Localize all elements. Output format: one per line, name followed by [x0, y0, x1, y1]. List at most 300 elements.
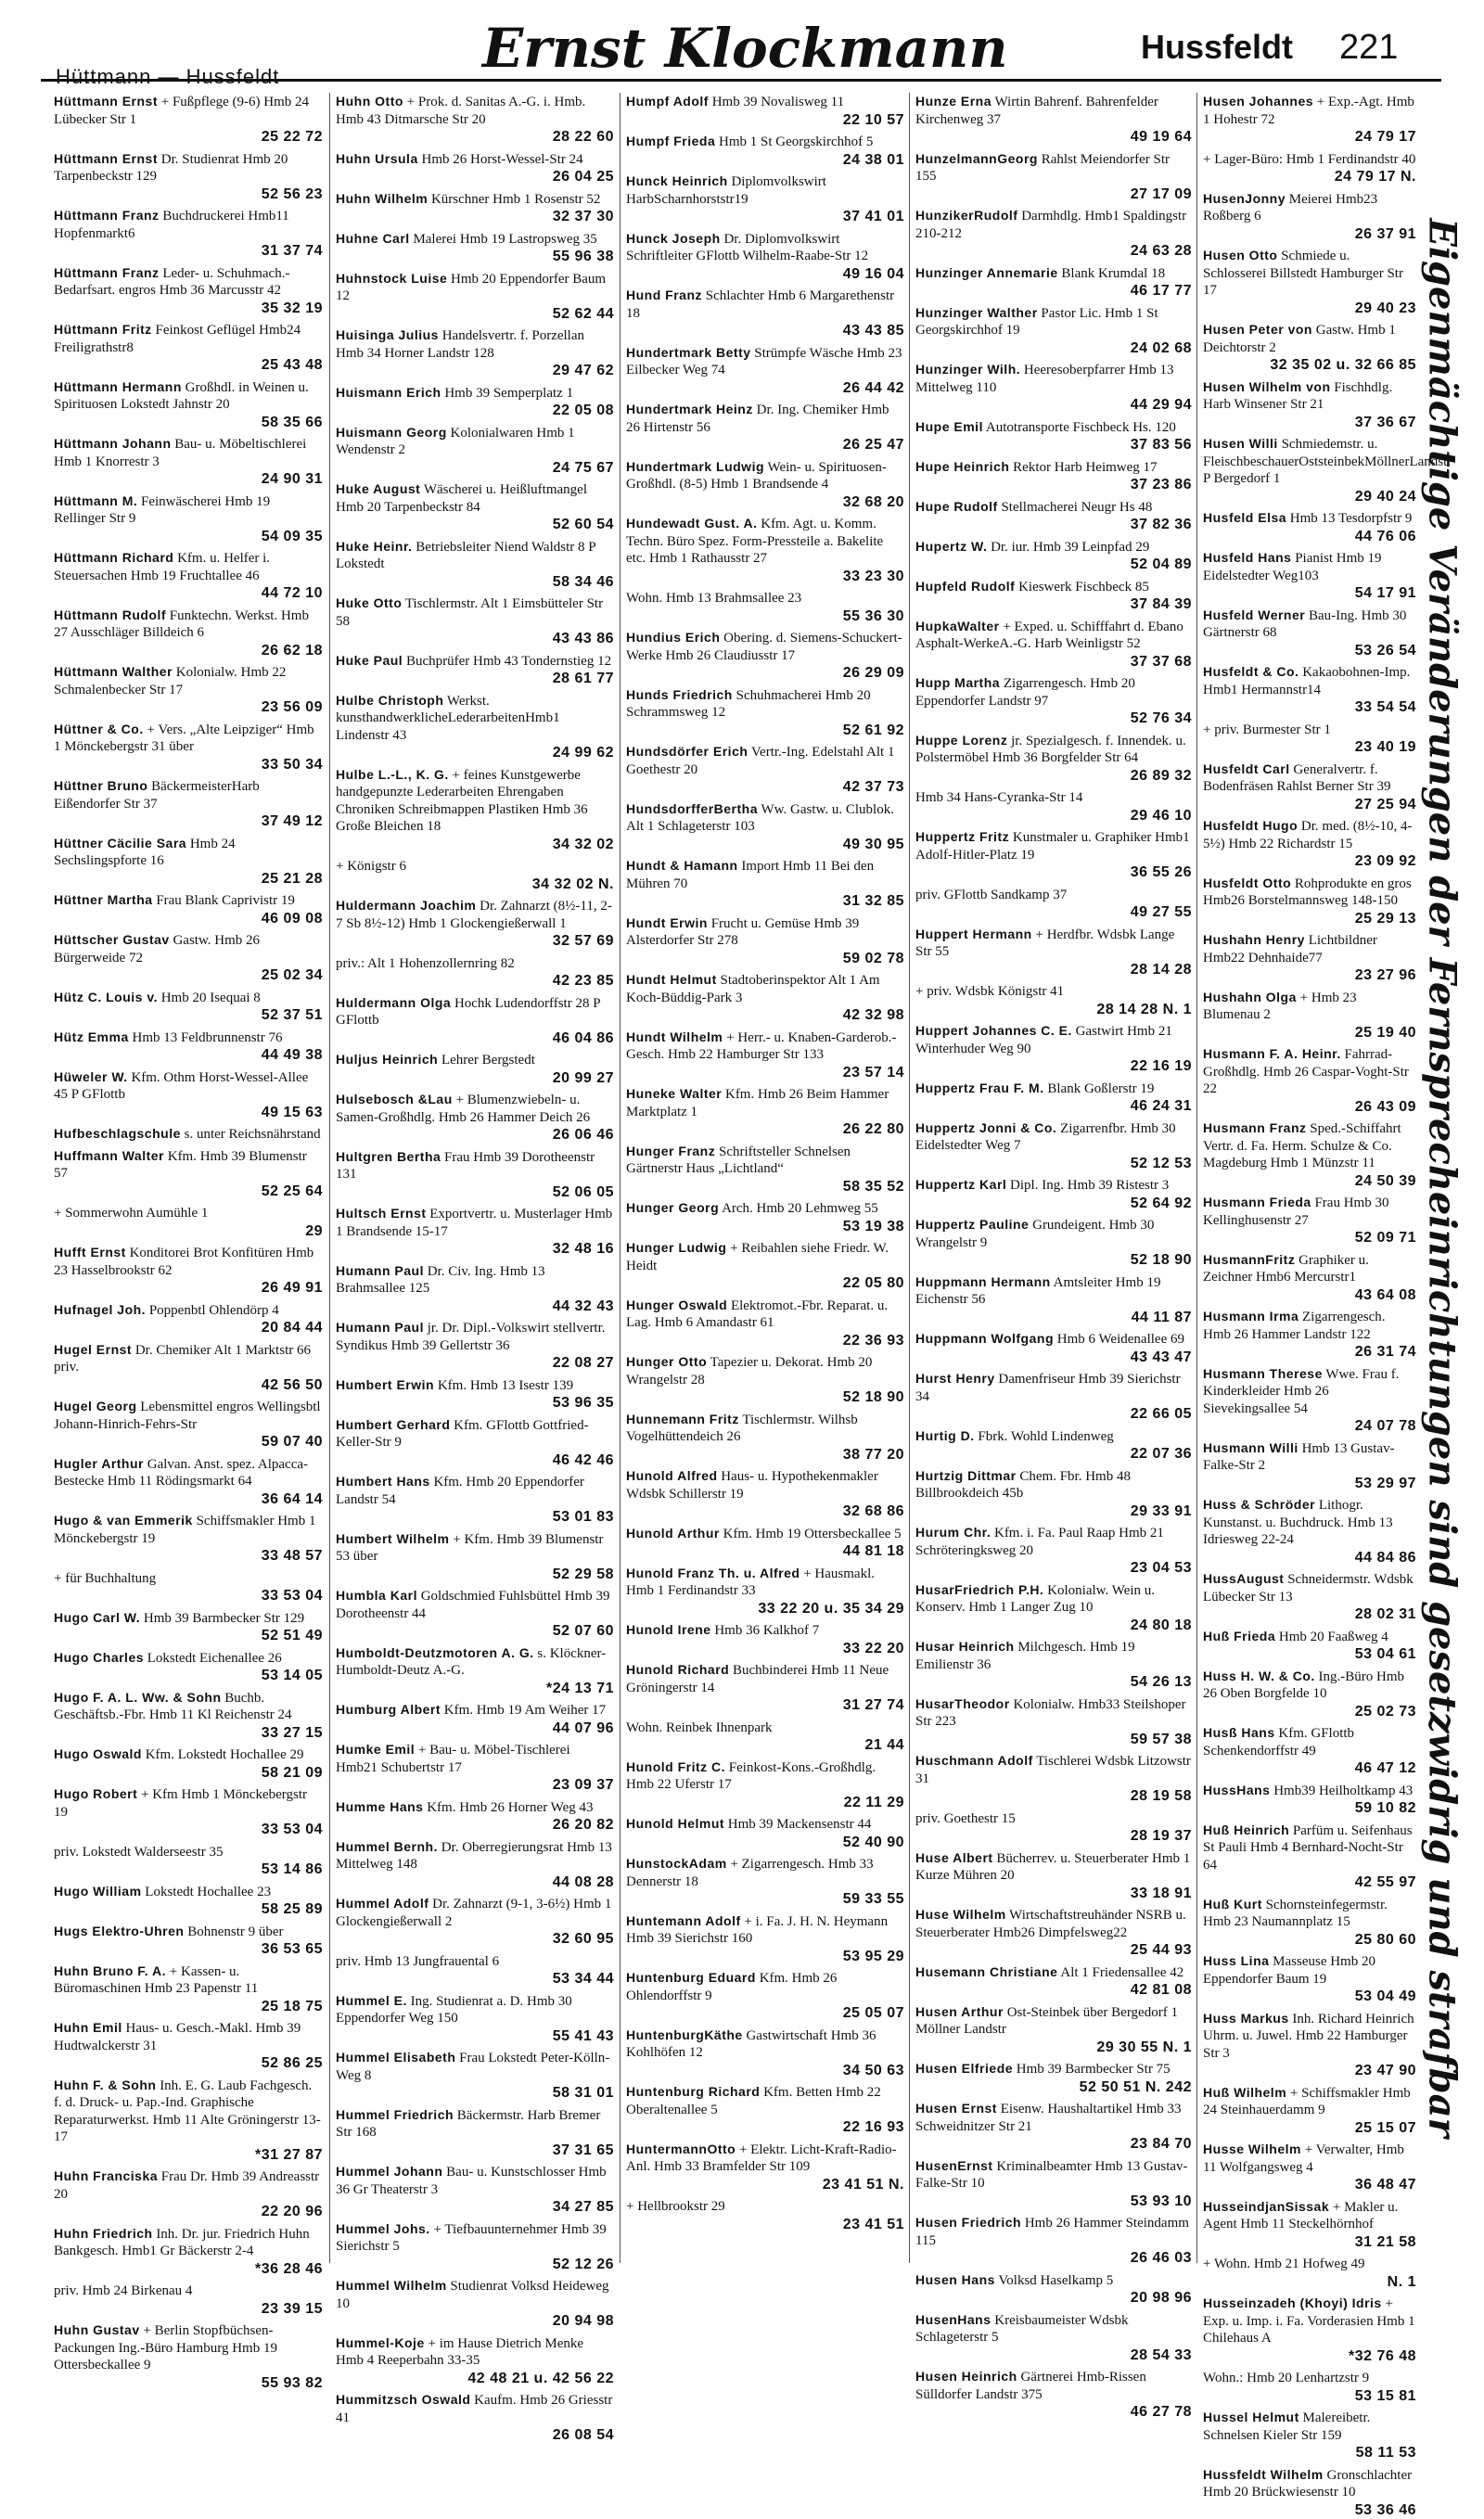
entry-phone: 25 22 72	[54, 129, 323, 147]
directory-entry	[336, 326, 614, 380]
directory-entry	[336, 150, 614, 186]
entry-phone: 20 98 96	[915, 2290, 1192, 2308]
entry-details: Feinwäscherei Hmb 19 Rellinger Str 9	[54, 494, 270, 527]
directory-entry	[626, 1912, 904, 1966]
entry-phone: 42 81 08	[915, 1982, 1192, 2000]
entry-phone: 44 29 94	[915, 397, 1192, 415]
entry-phone: 49 16 04	[626, 266, 904, 284]
entry-name: Humpf Adolf	[626, 94, 709, 109]
entry-phone: 52 76 34	[915, 710, 1192, 728]
entry-phone: 29 46 10	[915, 808, 1192, 825]
entry-details: priv. Lokstedt Walderseestr 35	[54, 1845, 224, 1860]
entry-details: Kfm. GFlottb Gottfried-Keller-Str 9	[336, 1418, 589, 1451]
entry-phone: 26 37 91	[1203, 226, 1416, 244]
entry-name: Huhn Ursula	[336, 151, 418, 166]
entry-phone: 34 32 02 N.	[336, 876, 614, 894]
entry-details: Wirtin Bahrenf. Bahrenfelder Kirchenweg 37	[915, 95, 1158, 127]
entry-details: + Kfm. Hmb 39 Blumenstr 53 über	[336, 1532, 603, 1565]
directory-entry	[915, 264, 1192, 300]
entry-phone: 46 17 77	[915, 283, 1192, 300]
entry-details: + Makler u. Agent Hmb 11 Steckelhörnhof	[1203, 2200, 1398, 2232]
directory-entry	[54, 1244, 323, 1298]
entry-name: Huffmann Walter	[54, 1148, 164, 1163]
entry-name: Hupfeld Rudolf	[915, 579, 1015, 594]
entry-details: Alt 1 Friedensallee 42	[1060, 1965, 1183, 1980]
entry-phone: 43 43 85	[626, 323, 904, 340]
entry-name: Hunck Joseph	[626, 231, 721, 246]
directory-entry	[1203, 378, 1416, 432]
directory-entry	[626, 1085, 904, 1139]
entry-phone: 26 49 91	[54, 1280, 323, 1298]
entry-details: Dr. Chemiker Alt 1 Marktstr 66 priv.	[54, 1343, 311, 1375]
entry-details: Tischlermstr. Wilhsb Vogelhüttendeich 26	[626, 1413, 858, 1445]
entry-name: Huß Frieda	[1203, 1629, 1275, 1643]
directory-entry	[915, 2214, 1192, 2268]
entry-name: Hundt Wilhelm	[626, 1029, 723, 1044]
entry-phone: 46 24 31	[915, 1098, 1192, 1116]
directory-entry	[626, 743, 904, 797]
entry-phone: 22 20 96	[54, 2204, 323, 2221]
entry-details: Großhdl. in Weinen u. Spirituosen Lokstedt Jahnstr 20	[54, 380, 309, 413]
entry-details: Malerei Hmb 19 Lastropsweg 35	[413, 232, 596, 247]
entry-name: Hüttmann Ernst	[54, 151, 158, 166]
entry-name: Huhn Gustav	[54, 2322, 140, 2337]
entry-details: Dr. Civ. Ing. Hmb 13 Brahmsallee 125	[336, 1264, 545, 1297]
entry-name: Hummel Bernh.	[336, 1839, 438, 1854]
directory-entry	[1203, 93, 1416, 147]
entry-phone: 53 95 29	[626, 1949, 904, 1966]
entry-details: Kaufm. Hmb 26 Griesstr 41	[336, 2393, 612, 2425]
directory-entry	[54, 264, 323, 318]
directory-entry	[336, 1798, 614, 1835]
entry-phone: 59 07 40	[54, 1434, 323, 1451]
entry-phone: 22 16 93	[626, 2119, 904, 2137]
entry-name: Humann Paul	[336, 1263, 424, 1278]
entry-name: Hussel Helmut	[1203, 2410, 1299, 2424]
entry-name: Hunold Helmut	[626, 1816, 724, 1831]
entry-name: Hummel Elisabeth	[336, 2050, 455, 2065]
entry-phone: 35 32 19	[54, 300, 323, 318]
entry-details: Chem. Fbr. Hmb 48 Billbrookdeich 45b	[915, 1469, 1131, 1502]
entry-name: Hummel Wilhelm	[336, 2278, 447, 2293]
directory-entry	[336, 1262, 614, 1316]
entry-name: Huke August	[336, 481, 420, 496]
directory-entry	[54, 1029, 323, 1065]
entry-phone: 27 17 09	[915, 186, 1192, 204]
directory-entry	[1203, 1822, 1416, 1892]
directory-entry	[626, 2027, 904, 2080]
entry-phone: 52 12 26	[336, 2257, 614, 2274]
entry-name: Hurtig D.	[915, 1428, 975, 1443]
entry-details: Schornsteinfegermstr. Hmb 23 Naumannplatz 15	[1203, 1898, 1388, 1930]
entry-phone: 29 40 24	[1203, 489, 1416, 506]
directory-entry	[626, 2083, 904, 2137]
directory-entry	[915, 2157, 1192, 2211]
directory-entry	[1203, 1724, 1416, 1778]
entry-phone: 23 57 14	[626, 1065, 904, 1082]
directory-entry	[336, 2334, 614, 2388]
directory-entry	[54, 1923, 323, 1959]
directory-entry	[915, 828, 1192, 882]
entry-phone: 52 12 53	[915, 1156, 1192, 1173]
directory-entry	[1203, 2295, 1416, 2365]
entry-phone: *31 27 87	[54, 2147, 323, 2165]
entry-phone: 25 21 28	[54, 871, 323, 889]
entry-phone: 53 26 54	[1203, 643, 1416, 660]
entry-details: Zigarrenfbr. Hmb 30 Eidelstedter Weg 7	[915, 1121, 1176, 1154]
entry-phone: 26 04 25	[336, 169, 614, 186]
entry-name: Hüttner Bruno	[54, 778, 147, 793]
entry-phone: 32 68 20	[626, 494, 904, 512]
entry-details: Studienrat Volksd Heideweg 10	[336, 2279, 609, 2311]
directory-entry	[915, 982, 1192, 1018]
entry-phone: 52 09 71	[1203, 1230, 1416, 1247]
entry-phone: 28 14 28	[915, 962, 1192, 979]
directory-entry	[336, 384, 614, 420]
entry-name: Huhn Otto	[336, 94, 403, 109]
entry-name: Husseinzadeh (Khoyi) Idris	[1203, 2295, 1382, 2310]
entry-name: Huß Wilhelm	[1203, 2085, 1286, 2100]
directory-entry	[915, 674, 1192, 728]
entry-name: Huss Markus	[1203, 2011, 1289, 2026]
entry-details: Dr. iur. Hmb 39 Leinpfad 29	[991, 540, 1149, 555]
directory-entry	[915, 1809, 1192, 1846]
entry-phone: 23 27 96	[1203, 967, 1416, 985]
entry-name: Hüttmann Franz	[54, 208, 160, 223]
entry-details: Dr. med. (8½-10, 4-5½) Hmb 22 Richardstr 15	[1203, 819, 1412, 851]
entry-details: Exportvertr. u. Musterlager Hmb 1 Brandsende 15-17	[336, 1207, 612, 1239]
entry-phone: 53 93 10	[915, 2193, 1192, 2211]
entry-name: Hugel Georg	[54, 1399, 137, 1413]
entry-phone: 42 23 85	[336, 973, 614, 991]
directory-entry	[1203, 321, 1416, 375]
directory-entry	[1203, 1308, 1416, 1362]
directory-entry	[336, 652, 614, 688]
entry-details: Funktechn. Werkst. Hmb 27 Ausschläger Billdeich 6	[54, 608, 309, 641]
entry-name: Hulbe L.-L., K. G.	[336, 767, 449, 782]
entry-phone: 52 29 58	[336, 1566, 614, 1584]
directory-entry	[336, 93, 614, 147]
directory-entry	[54, 1843, 323, 1879]
entry-phone: 37 41 01	[626, 209, 904, 226]
entry-name: Hüweler W.	[54, 1069, 128, 1084]
entry-details: Gastwirtschaft Hmb 36 Kohlhöfen 12	[626, 2028, 876, 2061]
entry-name: Hugo William	[54, 1884, 142, 1899]
entry-details: Malereibetr. Schnelsen Kieler Str 159	[1203, 2410, 1370, 2443]
entry-details: Bohnenstr 9 über	[187, 1924, 283, 1939]
directory-entry	[336, 1952, 614, 1988]
directory-entry	[915, 2368, 1192, 2422]
entry-details: Vertr.-Ing. Edelstahl Alt 1 Goethestr 20	[626, 745, 894, 777]
entry-details: Dr. Zahnarzt (9-1, 3-6½) Hmb 1 Glockengießerwall 2	[336, 1897, 611, 1929]
entry-phone: 53 96 35	[336, 1395, 614, 1413]
entry-name: Husemann Christiane	[915, 1964, 1057, 1979]
entry-phone: 25 80 60	[1203, 1932, 1416, 1950]
directory-entry	[54, 2225, 323, 2279]
entry-details: Fischhdlg. Harb Winsener Str 21	[1203, 380, 1392, 413]
entry-details: Haus- u. Hypothekenmakler Wdsbk Schillerstr 19	[626, 1469, 878, 1502]
entry-phone: 59 02 78	[626, 951, 904, 968]
entry-details: Goldschmied Fuhlsbüttel Hmb 39 Dorotheenstr 44	[336, 1589, 609, 1621]
directory-entry	[336, 2106, 614, 2160]
entry-details: Hmb 13 Tesdorpfstr 9	[1290, 511, 1413, 526]
entry-phone: 29 30 55 N. 1	[915, 2039, 1192, 2057]
directory-entry	[626, 1411, 904, 1464]
directory-entry	[336, 1701, 614, 1737]
directory-entry	[336, 190, 614, 226]
directory-entry	[54, 835, 323, 889]
entry-phone: 25 02 73	[1203, 1704, 1416, 1721]
entry-details: Lithogr. Kunstanst. u. Buchdruck. Hmb 13 Idriesweg 22-24	[1203, 1498, 1393, 1547]
entry-phone: 44 84 86	[1203, 1550, 1416, 1567]
entry-details: + Herdfbr. Wdsbk Lange Str 55	[915, 927, 1174, 960]
entry-name: Huppertz Karl	[915, 1177, 1006, 1192]
entry-details: Frau Lokstedt Peter-Kölln-Weg 8	[336, 2051, 609, 2083]
entry-details: Wirtschaftstreuhänder NSRB u. Steuerberater Hmb26 Dimpfelsweg22	[915, 1908, 1186, 1940]
directory-entry	[626, 1719, 904, 1755]
entry-name: Huisinga Julius	[336, 327, 439, 342]
entry-phone: 32 35 02 u. 32 66 85	[1203, 357, 1416, 375]
entry-phone: 43 64 08	[1203, 1287, 1416, 1305]
entry-details: Handelsvertr. f. Porzellan Hmb 34 Horner Landstr 128	[336, 328, 584, 361]
entry-details: Diplomvolkswirt HarbScharnhorststr19	[626, 174, 826, 207]
entry-phone: 26 06 46	[336, 1127, 614, 1144]
entry-name: Hummel Johann	[336, 2164, 442, 2179]
entry-details: Dr. Diplomvolkswirt Schriftleiter GFlottb Wilhelm-Raabe-Str 12	[626, 232, 868, 264]
entry-details: Lokstedt Hochallee 23	[145, 1885, 271, 1899]
directory-entry	[626, 1855, 904, 1909]
entry-phone: 46 42 46	[336, 1452, 614, 1470]
entry-name: Huntenburg Eduard	[626, 1970, 756, 1985]
directory-entry	[54, 1455, 323, 1509]
directory-entry	[915, 618, 1192, 671]
directory-entry	[915, 2003, 1192, 2057]
entry-name: Hunold Richard	[626, 1662, 729, 1677]
directory-entry	[626, 1565, 904, 1618]
entry-details: Hmb 39 Novalisweg 11	[712, 95, 844, 109]
entry-name: Huse Albert	[915, 1850, 993, 1865]
entry-details: Arch. Hmb 20 Lehmweg 55	[722, 1201, 878, 1216]
brand-logo: Ernst Klockmann	[482, 17, 1008, 80]
entry-phone: 33 53 04	[54, 1588, 323, 1605]
entry-details: jr. Spezialgesch. f. Innendek. u. Polstermöbel Hmb 36 Borgfelder Str 64	[915, 734, 1186, 766]
column-3	[620, 93, 904, 2263]
directory-entry	[54, 1125, 323, 1144]
entry-name: Huppert Johannes C. E.	[915, 1023, 1072, 1038]
entry-phone: 26 31 74	[1203, 1344, 1416, 1362]
entry-name: Humpf Frieda	[626, 134, 715, 148]
entry-phone: 52 62 44	[336, 306, 614, 324]
directory-entry	[54, 1649, 323, 1685]
directory-entry	[54, 321, 323, 375]
directory-entry	[626, 230, 904, 284]
entry-details: Tischlermstr. Alt 1 Eimsbütteler Str 58	[336, 596, 603, 629]
entry-phone: 37 23 86	[915, 477, 1192, 494]
entry-details: Ost-Steinbek über Bergedorf 1 Möllner Landstr	[915, 2005, 1178, 2038]
entry-details: Buchdruckerei Hmb11 Hopfenmarkt6	[54, 209, 289, 241]
directory-entry	[626, 1621, 904, 1657]
entry-name: HusarFriedrich P.H.	[915, 1582, 1043, 1597]
entry-phone: N. 1	[1203, 2274, 1416, 2292]
directory-entry	[626, 401, 904, 454]
entry-name: Huke Paul	[336, 653, 403, 668]
entry-name: Humann Paul	[336, 1320, 424, 1335]
entry-phone: 36 48 47	[1203, 2177, 1416, 2194]
directory-entry	[54, 1609, 323, 1645]
directory-entry	[336, 2277, 614, 2331]
entry-details: Kriminalbeamter Hmb 13 Gustav-Falke-Str 10	[915, 2159, 1188, 2192]
entry-details: Lehrer Bergstedt	[441, 1053, 535, 1068]
entry-name: Hunger Franz	[626, 1144, 715, 1158]
directory-entry	[54, 435, 323, 489]
entry-name: Huntenburg Richard	[626, 2084, 760, 2099]
directory-entry	[915, 1216, 1192, 1270]
entry-name: Huppmann Hermann	[915, 1274, 1051, 1289]
entry-details: Dr. Ing. Chemiker Hmb 26 Hirtenstr 56	[626, 403, 889, 435]
entry-phone: 52 18 90	[626, 1389, 904, 1407]
entry-name: Hüttner Martha	[54, 892, 153, 907]
entry-name: Hugo Robert	[54, 1786, 137, 1801]
directory-entry	[1203, 1628, 1416, 1664]
entry-phone: 52 86 25	[54, 2055, 323, 2073]
entry-details: Gastwirt Hmb 21 Winterhuder Weg 90	[915, 1024, 1172, 1056]
entry-name: Huldermann Joachim	[336, 898, 476, 913]
entry-phone: 28 61 77	[336, 671, 614, 688]
entry-name: Huntemann Adolf	[626, 1913, 741, 1928]
entry-details: Kieswerk Fischbeck 85	[1018, 580, 1149, 595]
entry-phone: 33 18 91	[915, 1886, 1192, 1903]
entry-details: Darmhdlg. Hmb1 Spaldingstr 210-212	[915, 209, 1186, 241]
directory-entry	[54, 1398, 323, 1451]
entry-phone: 26 44 42	[626, 380, 904, 398]
directory-entry	[1203, 549, 1416, 603]
directory-entry	[1203, 1496, 1416, 1566]
entry-name: HuntenburgKäthe	[626, 2027, 743, 2042]
entry-details: Wein- u. Spirituosen-Großhdl. (8-5) Hmb 1 Brandsende 4	[626, 460, 887, 492]
entry-name: Huss & Schröder	[1203, 1497, 1315, 1512]
entry-phone: 27 25 94	[1203, 797, 1416, 814]
entry-name: Husmann Therese	[1203, 1366, 1323, 1381]
entry-name: Huschmann Adolf	[915, 1753, 1033, 1768]
directory-entry	[626, 971, 904, 1025]
entry-phone: 33 27 15	[54, 1725, 323, 1743]
entry-phone: 31 37 74	[54, 243, 323, 261]
directory-entry	[626, 589, 904, 625]
entry-phone: 24 99 62	[336, 745, 614, 762]
entry-details: Dipl. Ing. Hmb 39 Ristestr 3	[1010, 1178, 1169, 1193]
directory-entry	[915, 1849, 1192, 1903]
entry-phone: 22 07 36	[915, 1446, 1192, 1464]
page-number: 221	[1339, 28, 1398, 68]
entry-details: Kreisbaumeister Wdsbk Schlageterstr 5	[915, 2313, 1129, 2346]
directory-entry	[54, 492, 323, 546]
entry-name: Hurum Chr.	[915, 1525, 991, 1540]
entry-details: Gärtnerei Hmb-Rissen Sülldorfer Landstr 375	[915, 2370, 1146, 2402]
directory-entry	[915, 1022, 1192, 1076]
entry-details: Kfm. Hmb 26 Ohlendorffstr 9	[626, 1971, 837, 2003]
entry-details: Kfm. u. Helfer i. Steuersachen Hmb 19 Fruchtallee 46	[54, 551, 270, 583]
entry-name: Husse Wilhelm	[1203, 2142, 1301, 2156]
entry-phone: 58 34 46	[336, 574, 614, 592]
directory-entry	[1203, 1045, 1416, 1116]
entry-phone: 33 50 34	[54, 757, 323, 774]
section-heading: Hussfeldt	[1141, 28, 1293, 67]
entry-phone: 53 01 83	[336, 1509, 614, 1527]
directory-entry	[1203, 721, 1416, 757]
entry-phone: 26 43 09	[1203, 1099, 1416, 1117]
entry-phone: 53 04 61	[1203, 1646, 1416, 1664]
entry-details: s. Klöckner-Humboldt-Deutz A.-G.	[336, 1646, 606, 1679]
directory-entry	[915, 1638, 1192, 1692]
entry-details: Kfm. Agt. u. Komm. Techn. Büro Spez. Form-Pressteile a. Bakelite etc. Hmb 1 Rathausstr 27	[626, 517, 883, 566]
entry-phone: 26 89 32	[915, 768, 1192, 786]
running-head-range: Hüttmann — Hussfeldt	[56, 65, 279, 89]
entry-details: Rektor Harb Heimweg 17	[1013, 460, 1157, 475]
entry-name: Hundertmark Ludwig	[626, 459, 764, 474]
entry-name: Hupe Rudolf	[915, 499, 998, 514]
entry-phone: 53 29 97	[1203, 1476, 1416, 1493]
entry-details: + Hellbrookstr 29	[626, 2199, 725, 2214]
entry-name: Hultgren Bertha	[336, 1149, 441, 1164]
entry-phone: 49 30 95	[626, 837, 904, 854]
entry-phone: 52 64 92	[915, 1196, 1192, 1213]
entry-name: Hugo F. A. L. Ww. & Sohn	[54, 1690, 222, 1705]
entry-phone: 42 48 21 u. 42 56 22	[336, 2371, 614, 2388]
entry-phone: 25 19 40	[1203, 1025, 1416, 1042]
entry-details: Amtsleiter Hmb 19 Eichenstr 56	[915, 1275, 1160, 1308]
entry-details: + Herr.- u. Knaben-Garderob.-Gesch. Hmb 22 Hamburger Str 133	[626, 1030, 897, 1063]
entry-phone: *32 76 48	[1203, 2348, 1416, 2366]
entry-phone: 26 46 03	[915, 2250, 1192, 2268]
directory-entry	[336, 538, 614, 592]
entry-details: Wäscherei u. Heißluftmangel Hmb 20 Tarpenbeckstr 84	[336, 482, 587, 515]
entry-phone: 31 27 74	[626, 1697, 904, 1715]
entry-name: Hüttmann Franz	[54, 265, 160, 280]
entry-name: Hundewadt Gust. A.	[626, 516, 757, 531]
directory-entry	[336, 480, 614, 534]
entry-phone: 43 43 47	[915, 1349, 1192, 1367]
entry-phone: 28 02 31	[1203, 1606, 1416, 1624]
entry-details: Dr. Studienrat Hmb 20 Tarpenbeckstr 129	[54, 152, 288, 185]
directory-entry	[336, 424, 614, 478]
entry-name: Hupe Heinrich	[915, 459, 1009, 474]
directory-entry	[626, 1758, 904, 1812]
entry-name: Husen Willi	[1203, 436, 1278, 451]
entry-details: priv. Hmb 24 Birkenau 4	[54, 2283, 192, 2298]
entry-name: Huke Otto	[336, 595, 402, 610]
entry-name: Husen Otto	[1203, 248, 1277, 262]
entry-details: + Elektr. Licht-Kraft-Radio-Anl. Hmb 33 Bramfelder Str 109	[626, 2142, 897, 2175]
entry-phone: 24 75 67	[336, 460, 614, 478]
entry-details: Hmb 20 Faaßweg 4	[1279, 1630, 1388, 1644]
directory-entry	[915, 788, 1192, 825]
entry-name: Husfeld Werner	[1203, 607, 1305, 622]
entry-phone: 52 40 90	[626, 1835, 904, 1852]
entry-details: + Kassen- u. Büromaschinen Hmb 23 Papenstr 11	[54, 1964, 258, 1997]
entry-phone: 54 17 91	[1203, 585, 1416, 603]
entry-details: Kolonialw. Hmb33 Steilshoper Str 223	[915, 1697, 1186, 1730]
entry-name: Hultsch Ernst	[336, 1206, 427, 1221]
directory-entry	[626, 344, 904, 398]
entry-phone: 46 27 78	[915, 2404, 1192, 2422]
entry-phone: 37 37 68	[915, 654, 1192, 671]
entry-details: + Hmb 23 Blumenau 2	[1203, 991, 1357, 1023]
entry-phone: 26 08 54	[336, 2427, 614, 2445]
entry-name: Husmann F. A. Heinr.	[1203, 1046, 1341, 1061]
directory-entry	[915, 2060, 1192, 2096]
entry-details: Wohn. Hmb 13 Brahmsallee 23	[626, 591, 801, 606]
entry-details: + Fußpflege (9-6) Hmb 24 Lübecker Str 1	[54, 95, 309, 127]
